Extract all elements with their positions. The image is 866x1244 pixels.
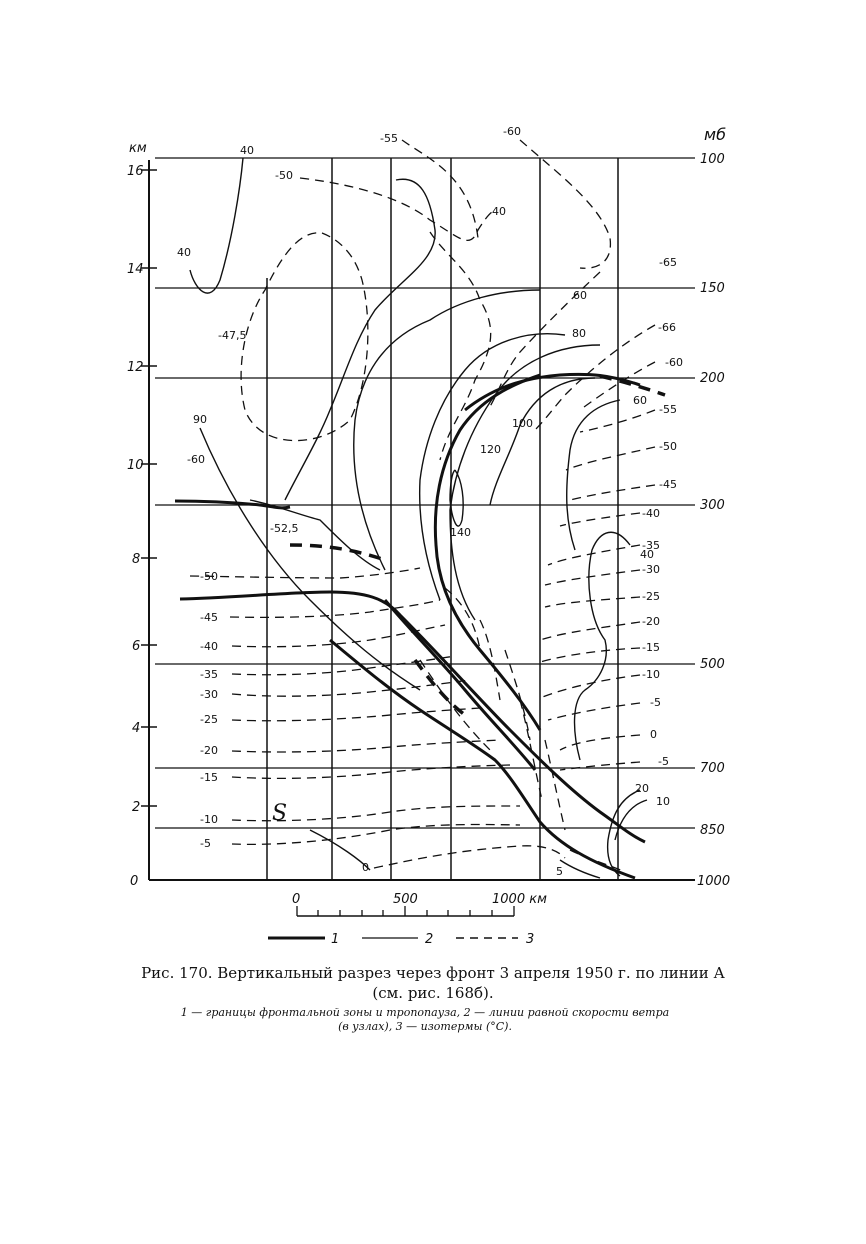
isotherm-label: -5 [658,755,669,768]
frontal-zone-boundaries [175,374,645,878]
caption-title-line-1: Рис. 170. Вертикальный разрез через фронт 3 апреля 1950 г. по линии А [141,964,725,982]
figure-caption-title [100,963,766,1003]
left-axis-unit: км [129,141,147,156]
left-axis-labels [127,141,147,889]
scale-tick-0: 0 [292,892,301,907]
right-tick-200: 200 [700,371,725,386]
wind-label: 80 [572,327,586,340]
wind-label: 40 [492,205,506,218]
isotherm-label: -35 [642,539,660,552]
right-tick-1000: 1000 [697,874,731,889]
isotherm-label: -50 [659,440,677,453]
wind-label: 20 [635,782,649,795]
right-tick-100: 100 [700,152,725,167]
left-tick-12: 12 [127,360,144,375]
wind-speed-labels [177,144,670,808]
wind-label: 40 [640,548,654,561]
distance-scale [292,892,547,916]
right-tick-500: 500 [700,657,725,672]
isotherm-label: -35 [200,668,218,681]
isotherm-label: -20 [200,744,218,757]
wind-label: 100 [512,417,533,430]
station-lines [267,158,618,880]
isotherm-label: 0 [650,728,657,741]
isotherm-label: -55 [659,403,677,416]
isotherm-label: -20 [642,615,660,628]
scale-tick-1000: 1000 км [492,892,547,907]
wind-label: 120 [480,443,501,456]
left-tick-16: 16 [127,164,144,179]
isotherm-label: -5 [200,837,211,850]
figure-caption-legend [120,1006,730,1034]
legend-number-1: 1 [331,932,340,947]
frontal-zone-inner-line [385,600,535,770]
wind-label: 40 [177,246,191,259]
isotherm-label: -60 [187,453,205,466]
figure-legend [268,932,534,947]
isotherm-label: -10 [200,813,218,826]
left-tick-0: 0 [130,874,139,889]
isotherm-label: -52,5 [270,522,299,535]
isotherm-label: -55 [380,132,398,145]
left-tick-14: 14 [127,262,144,277]
isotherm-label: -5 [650,696,661,709]
legend-number-3: 3 [526,932,535,947]
wind-label: 140 [450,526,471,539]
margin-mark: S [272,801,288,826]
caption-legend-line-1: 1 — границы фронтальной зоны и тропопауза, 2 — линии равной скорости ветра [180,1006,670,1019]
right-tick-850: 850 [700,823,725,838]
frontal-zone-lower-boundary [330,640,635,878]
isotherm-label: -40 [642,507,660,520]
isotherm-label: -10 [642,668,660,681]
legend-number-2: 2 [425,932,434,947]
right-axis-labels [697,125,730,889]
left-tick-4: 4 [132,721,141,736]
wind-label: 60 [573,289,587,302]
caption-legend-line-2: (в узлах), 3 — изотермы (°C). [338,1020,512,1033]
isotherm-label: -30 [642,563,660,576]
isotherm-label: -65 [659,256,677,269]
isotherm-label: -45 [659,478,677,491]
left-tick-8: 8 [132,552,141,567]
isotherm-label: -25 [642,590,660,603]
left-tick-10: 10 [127,458,144,473]
right-tick-150: 150 [700,281,725,296]
isotherm-label: -30 [200,688,218,701]
isotherm-label: -50 [275,169,293,182]
scale-tick-500: 500 [393,892,418,907]
left-tick-6: 6 [132,639,141,654]
isotherm-label: -15 [200,771,218,784]
isotherm-label: -60 [503,125,521,138]
isotherm-label: -25 [200,713,218,726]
wind-label: 10 [656,795,670,808]
isotherm-label: -15 [642,641,660,654]
isotherm-label: 5 [556,865,563,878]
right-axis-unit: мб [704,125,726,144]
right-tick-700: 700 [700,761,725,776]
isotherm-label: 0 [362,861,369,874]
left-tick-2: 2 [132,800,141,815]
right-tick-300: 300 [700,498,725,513]
isotherm-label: -66 [658,321,676,334]
isotherm-label: -40 [200,640,218,653]
isotherm-label: -47,5 [218,329,247,342]
isotherm-label: -60 [665,356,683,369]
wind-label: 60 [633,394,647,407]
wind-label: 90 [193,413,207,426]
caption-title-line-2: (см. рис. 168б). [372,984,494,1002]
wind-label: 40 [240,144,254,157]
isotherm-label: -50 [200,570,218,583]
isotherm-label: -45 [200,611,218,624]
